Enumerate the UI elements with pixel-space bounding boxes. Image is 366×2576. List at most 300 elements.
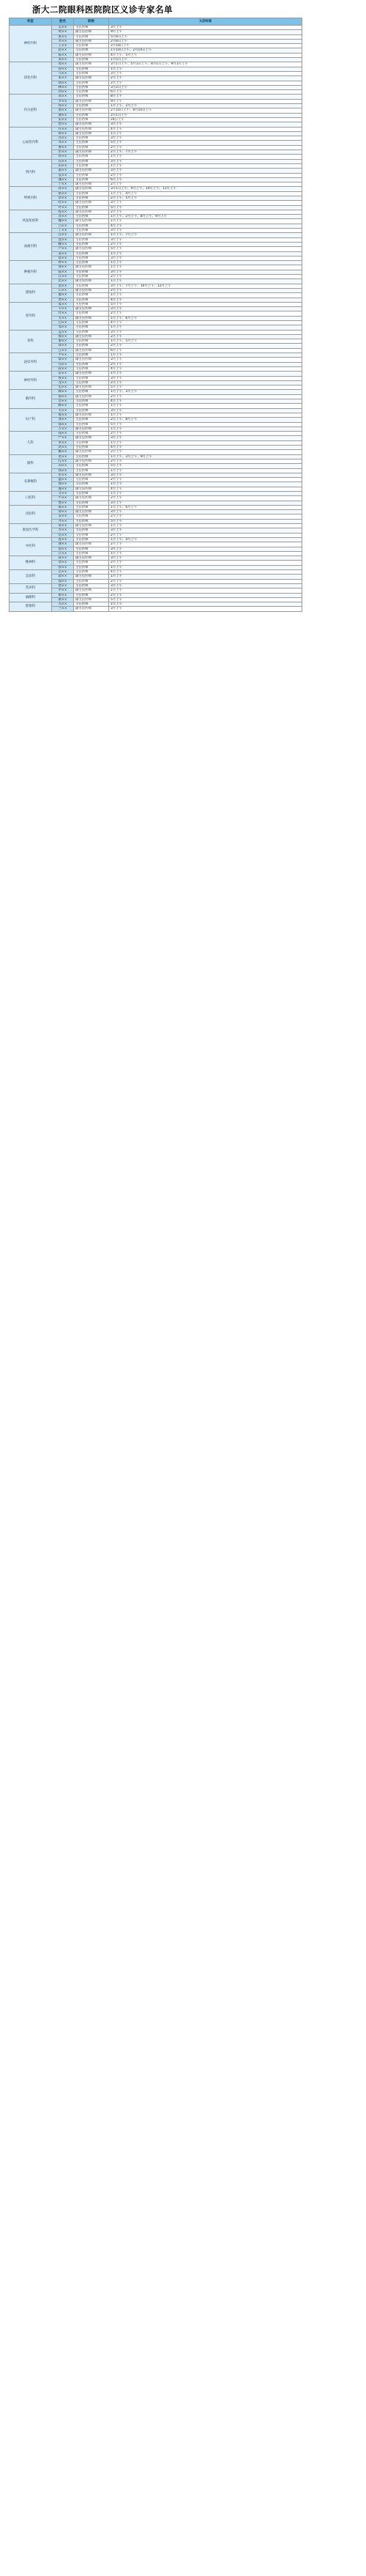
doctor-title-cell: 副主任医师 (74, 210, 109, 214)
schedule-cell: 2月18日上午 (109, 44, 302, 48)
doctor-title-cell: 主任医师 (74, 261, 109, 265)
schedule-cell: 2月上午 (109, 173, 302, 177)
schedule-cell: 3月上午 (109, 556, 302, 561)
doctor-title-cell: 主任医师 (74, 404, 109, 408)
doctor-name-cell: 詹×× (52, 583, 74, 588)
schedule-cell: 2月上午、5月上午 (109, 196, 302, 200)
department-cell: 康复医学科 (10, 524, 52, 538)
doctor-name-cell: 钱×× (52, 432, 74, 436)
department-cell: 肿瘤内科 (10, 261, 52, 284)
department-cell: 神经外科 (10, 372, 52, 390)
doctor-title-cell: 主任医师 (74, 159, 109, 163)
doctor-title-cell: 主任医师 (74, 242, 109, 246)
department-cell: 胸外科 (10, 390, 52, 408)
doctor-name-cell: 严×× (52, 436, 74, 440)
schedule-cell: 3月上午 (109, 270, 302, 274)
doctor-name-cell: 苏×× (52, 215, 74, 219)
doctor-name-cell: 唐×× (52, 122, 74, 127)
doctor-name-cell: 姜×× (52, 251, 74, 256)
doctor-name-cell: 文×× (52, 491, 74, 495)
doctor-name-cell: 许×× (52, 127, 74, 131)
doctor-name-cell: 陈×× (52, 53, 74, 57)
schedule-cell: 4月上午 (109, 570, 302, 575)
schedule-cell: 2月上午、8月上午 (109, 418, 302, 422)
doctor-name-cell: 黄×× (52, 30, 74, 34)
schedule-cell: 1月上午 (109, 565, 302, 569)
doctor-title-cell: 副主任医师 (74, 385, 109, 390)
doctor-title-cell: 副主任医师 (74, 372, 109, 376)
schedule-cell: 6月上午 (109, 90, 302, 95)
schedule-cell: 3月上午 (109, 26, 302, 30)
schedule-cell: 5月上午 (109, 247, 302, 251)
doctor-name-cell: 蒋×× (52, 187, 74, 191)
schedule-cell: 2月上午 (109, 394, 302, 399)
doctor-title-cell: 副主任医师 (74, 459, 109, 463)
schedule-cell: 2月上午、7月上午 (109, 150, 302, 155)
schedule-cell: 2月上午 (109, 459, 302, 463)
doctor-name-cell: 乔×× (52, 528, 74, 533)
schedule-cell: 4月上午 (109, 487, 302, 491)
department-cell: 营养科 (10, 583, 52, 593)
schedule-cell: 1月上午 (109, 372, 302, 376)
doctor-title-cell: 主任医师 (74, 205, 109, 210)
schedule-cell: 1月5日上午 (109, 58, 302, 62)
schedule-cell: 3月上午 (109, 501, 302, 505)
doctor-title-cell: 副主任医师 (74, 496, 109, 501)
schedule-cell: 1月上午 (109, 293, 302, 298)
doctor-name-cell: 段×× (52, 366, 74, 371)
schedule-cell: 3月上午 (109, 473, 302, 477)
doctor-name-cell: 雷×× (52, 372, 74, 376)
doctor-name-cell: 施×× (52, 487, 74, 491)
schedule-cell: 1月上午、7月上午 (109, 233, 302, 237)
schedule-cell: 5月上午 (109, 205, 302, 210)
doctor-name-cell: 崔×× (52, 256, 74, 260)
schedule-cell: 3月上午 (109, 510, 302, 514)
schedule-cell: 1月上午 (109, 325, 302, 330)
department-cell: 急诊科 (10, 570, 52, 584)
schedule-cell: 3月上午 (109, 71, 302, 75)
schedule-cell: 1月上午、6月上午 (109, 316, 302, 320)
schedule-cell: 2月上午 (109, 496, 302, 501)
doctor-name-cell: 吴×× (52, 26, 74, 30)
schedule-cell: 1月上午 (109, 524, 302, 528)
doctor-title-cell: 主任医师 (74, 155, 109, 159)
schedule-cell: 3月上午 (109, 436, 302, 440)
schedule-cell: 1月上午 (109, 588, 302, 593)
schedule-cell: 1月上午、4月上午 (109, 191, 302, 196)
doctor-title-cell: 主任医师 (74, 321, 109, 325)
doctor-title-cell: 主任医师 (74, 408, 109, 413)
doctor-name-cell: 孔×× (52, 459, 74, 463)
doctor-name-cell: 冯×× (52, 136, 74, 141)
doctor-title-cell: 主任医师 (74, 117, 109, 122)
doctor-name-cell: 顾×× (52, 404, 74, 408)
doctor-name-cell: 侯×× (52, 376, 74, 380)
doctor-title-cell: 主任医师 (74, 275, 109, 279)
doctor-name-cell: 陆×× (52, 270, 74, 274)
doctor-name-cell: 付×× (52, 311, 74, 316)
schedule-cell: 3月上午 (109, 229, 302, 233)
doctor-title-cell: 主任医师 (74, 302, 109, 306)
doctor-name-cell: 魏×× (52, 219, 74, 224)
doctor-title-cell: 副主任医师 (74, 524, 109, 528)
doctor-title-cell: 主任医师 (74, 353, 109, 358)
doctor-name-cell: 董×× (52, 169, 74, 173)
doctor-name-cell: 温×× (52, 478, 74, 482)
department-cell: 普外科 (10, 302, 52, 330)
schedule-cell: 3月上午 (109, 307, 302, 311)
doctor-title-cell: 主任医师 (74, 48, 109, 53)
doctor-title-cell: 副主任医师 (74, 39, 109, 43)
schedule-cell: 2月上午 (109, 514, 302, 519)
doctor-name-cell: 汪×× (52, 275, 74, 279)
schedule-cell: 9月上午 (109, 99, 302, 103)
schedule-cell: 3月1日上午、9月上午、10月上午、11月上午 (109, 187, 302, 191)
doctor-name-cell: 吕×× (52, 224, 74, 228)
doctor-title-cell: 主任医师 (74, 528, 109, 533)
schedule-cell: 6月上午 (109, 177, 302, 182)
schedule-cell: 1月上午 (109, 261, 302, 265)
doctor-name-cell: 邓×× (52, 141, 74, 145)
schedule-cell: 3月上午、7月上午、10月上午、12月上午 (109, 284, 302, 288)
doctor-title-cell: 副主任医师 (74, 76, 109, 81)
doctor-name-cell: 岳×× (52, 570, 74, 575)
doctor-title-cell: 主任医师 (74, 537, 109, 542)
schedule-cell: 5月上午 (109, 302, 302, 306)
doctor-name-cell: 关×× (52, 602, 74, 607)
doctor-title-cell: 主任医师 (74, 551, 109, 556)
department-cell: 感染科 (10, 284, 52, 302)
doctor-name-cell: 金×× (52, 284, 74, 288)
doctor-name-cell: 沈×× (52, 237, 74, 242)
expert-schedule-table-wrapper (9, 18, 302, 612)
doctor-title-cell: 主任医师 (74, 519, 109, 523)
doctor-name-cell: 尹×× (52, 353, 74, 358)
doctor-name-cell: 方×× (52, 316, 74, 320)
doctor-name-cell: 朱×× (52, 76, 74, 81)
doctor-name-cell: 陶×× (52, 390, 74, 394)
doctor-name-cell: 闫×× (52, 362, 74, 366)
doctor-title-cell: 主任医师 (74, 44, 109, 48)
schedule-cell: 5月上午 (109, 464, 302, 468)
doctor-name-cell: 郝×× (52, 413, 74, 417)
doctor-title-cell: 主任医师 (74, 565, 109, 569)
doctor-name-cell: 邱×× (52, 344, 74, 348)
doctor-name-cell: 章×× (52, 561, 74, 565)
schedule-cell: 2月上午 (109, 478, 302, 482)
department-cell: 骨科 (10, 330, 52, 353)
schedule-cell: 2月上午 (109, 593, 302, 597)
doctor-name-cell: 胡×× (52, 81, 74, 85)
doctor-name-cell: 梁×× (52, 108, 74, 113)
doctor-name-cell: 龚×× (52, 418, 74, 422)
schedule-cell: 2月上午 (109, 145, 302, 150)
schedule-cell: 2月1日上午 (109, 113, 302, 117)
doctor-name-cell: 殷×× (52, 579, 74, 583)
doctor-title-cell: 主任医师 (74, 325, 109, 330)
doctor-title-cell: 主任医师 (74, 380, 109, 385)
doctor-title-cell: 副主任医师 (74, 575, 109, 579)
doctor-title-cell: 主任医师 (74, 362, 109, 366)
doctor-title-cell: 副主任医师 (74, 394, 109, 399)
doctor-title-cell: 主任医师 (74, 533, 109, 537)
schedule-cell: 3月上午 (109, 330, 302, 334)
schedule-cell: 2月上午 (109, 288, 302, 292)
doctor-name-cell: 白×× (52, 321, 74, 325)
doctor-title-cell: 副主任医师 (74, 510, 109, 514)
doctor-title-cell: 主任医师 (74, 390, 109, 394)
doctor-title-cell: 主任医师 (74, 561, 109, 565)
doctor-name-cell: 翟×× (52, 575, 74, 579)
doctor-name-cell: 伍×× (52, 533, 74, 537)
department-cell: 妇产科 (10, 408, 52, 431)
department-cell: 影像科 (10, 602, 52, 612)
schedule-cell: 2月上午 (109, 334, 302, 339)
schedule-cell: 1月上午 (109, 279, 302, 284)
schedule-cell: 4月上午 (109, 366, 302, 371)
doctor-name-cell: 聂×× (52, 556, 74, 561)
doctor-name-cell: 倪×× (52, 547, 74, 551)
doctor-title-cell: 副主任医师 (74, 473, 109, 477)
doctor-title-cell: 副主任医师 (74, 607, 109, 611)
schedule-cell: 4月上午 (109, 446, 302, 450)
doctor-name-cell: 毛×× (52, 408, 74, 413)
doctor-title-cell: 主任医师 (74, 330, 109, 334)
schedule-cell: 1月上午 (109, 163, 302, 168)
schedule-cell: 2月上午 (109, 561, 302, 565)
schedule-cell: 4月上午 (109, 399, 302, 404)
doctor-title-cell: 主任医师 (74, 514, 109, 519)
doctor-name-cell: 樊×× (52, 501, 74, 505)
doctor-name-cell: 韩×× (52, 131, 74, 136)
doctor-name-cell: 薛×× (52, 358, 74, 362)
table-body (10, 26, 302, 612)
doctor-title-cell: 主任医师 (74, 344, 109, 348)
schedule-cell: 1月上午 (109, 219, 302, 224)
header-department: 科室 (10, 18, 52, 26)
doctor-title-cell: 主任医师 (74, 58, 109, 62)
schedule-cell: 1月上午 (109, 413, 302, 417)
doctor-name-cell: 黎×× (52, 394, 74, 399)
doctor-title-cell: 主任医师 (74, 163, 109, 168)
page-title: 浙大二院眼科医院院区义诊专家名单 (32, 4, 173, 15)
schedule-cell: 3月上午 (109, 376, 302, 380)
schedule-cell: 1月10日上午、2月14日上午 (109, 48, 302, 53)
doctor-name-cell: 邹×× (52, 325, 74, 330)
doctor-name-cell: 安×× (52, 514, 74, 519)
doctor-name-cell: 齐×× (52, 519, 74, 523)
doctor-title-cell: 主任医师 (74, 270, 109, 274)
doctor-title-cell: 主任医师 (74, 104, 109, 108)
doctor-title-cell: 主任医师 (74, 422, 109, 427)
doctor-title-cell: 主任医师 (74, 95, 109, 99)
schedule-cell: 1月上午 (109, 67, 302, 71)
schedule-cell: 3月上午 (109, 607, 302, 611)
doctor-title-cell: 副主任医师 (74, 556, 109, 561)
doctor-name-cell: 程×× (52, 210, 74, 214)
doctor-title-cell: 副主任医师 (74, 187, 109, 191)
doctor-name-cell: 万×× (52, 427, 74, 431)
doctor-title-cell: 主任医师 (74, 113, 109, 117)
table-row (10, 607, 302, 611)
department-cell: 消化内科 (10, 62, 52, 95)
schedule-cell: 2月上午 (109, 182, 302, 187)
doctor-name-cell: 江×× (52, 348, 74, 353)
doctor-title-cell: 主任医师 (74, 145, 109, 150)
doctor-name-cell: 廖×× (52, 293, 74, 298)
doctor-name-cell: 曹×× (52, 145, 74, 150)
doctor-name-cell: 叶×× (52, 205, 74, 210)
doctor-title-cell: 主任医师 (74, 399, 109, 404)
doctor-name-cell: 钟×× (52, 261, 74, 265)
doctor-name-cell: 刘×× (52, 58, 74, 62)
doctor-title-cell: 副主任医师 (74, 316, 109, 320)
doctor-title-cell: 主任医师 (74, 215, 109, 219)
doctor-title-cell: 主任医师 (74, 339, 109, 344)
schedule-cell: 2月上午 (109, 311, 302, 316)
doctor-name-cell: 庞×× (52, 537, 74, 542)
doctor-title-cell: 副主任医师 (74, 348, 109, 353)
doctor-title-cell: 副主任医师 (74, 122, 109, 127)
doctor-name-cell: 任×× (52, 233, 74, 237)
doctor-title-cell: 主任医师 (74, 482, 109, 487)
doctor-name-cell: 林×× (52, 85, 74, 89)
doctor-name-cell: 周×× (52, 62, 74, 67)
doctor-title-cell: 主任医师 (74, 547, 109, 551)
doctor-name-cell: 易×× (52, 524, 74, 528)
schedule-cell: 1月上午、2月上午、8月上午、9月上午 (109, 215, 302, 219)
schedule-cell: 1月上午 (109, 551, 302, 556)
schedule-cell: 5月上午 (109, 422, 302, 427)
doctor-name-cell: 贾×× (52, 298, 74, 302)
schedule-cell: 2月上午 (109, 210, 302, 214)
doctor-name-cell: 蔡×× (52, 191, 74, 196)
doctor-name-cell: 武×× (52, 446, 74, 450)
schedule-cell: 1月上午 (109, 155, 302, 159)
schedule-cell: 2月上午 (109, 242, 302, 246)
schedule-cell: 2月10日上午、8月10日上午 (109, 108, 302, 113)
schedule-cell: 5月上午 (109, 519, 302, 523)
header-schedule: 义诊时间 (109, 18, 302, 26)
doctor-title-cell: 副主任医师 (74, 99, 109, 103)
doctor-name-cell: 戴×× (52, 450, 74, 454)
doctor-name-cell: 郑×× (52, 104, 74, 108)
department-cell: 风湿免疫科 (10, 210, 52, 232)
schedule-cell: 3月上午 (109, 256, 302, 260)
doctor-title-cell: 主任医师 (74, 593, 109, 597)
doctor-title-cell: 主任医师 (74, 376, 109, 380)
doctor-name-cell: 向×× (52, 464, 74, 468)
doctor-title-cell: 副主任医师 (74, 279, 109, 284)
schedule-cell: 1月上午、3月上午 (109, 390, 302, 394)
schedule-cell: 2月上午 (109, 275, 302, 279)
doctor-name-cell: 秦×× (52, 339, 74, 344)
department-cell: 眼科 (10, 454, 52, 473)
doctor-title-cell: 副主任医师 (74, 487, 109, 491)
schedule-cell: 3月上午 (109, 136, 302, 141)
doctor-title-cell: 副主任医师 (74, 597, 109, 602)
doctor-name-cell: 张×× (52, 34, 74, 39)
doctor-title-cell: 副主任医师 (74, 127, 109, 131)
doctor-title-cell: 主任医师 (74, 501, 109, 505)
doctor-name-cell: 王×× (52, 44, 74, 48)
schedule-cell: 3月2日上午 (109, 85, 302, 89)
doctor-name-cell: 夏×× (52, 302, 74, 306)
doctor-title-cell: 主任医师 (74, 284, 109, 288)
schedule-cell: 2月上午 (109, 344, 302, 348)
doctor-title-cell: 主任医师 (74, 67, 109, 71)
doctor-title-cell: 主任医师 (74, 491, 109, 495)
doctor-name-cell: 龙×× (52, 380, 74, 385)
header-row (10, 18, 302, 26)
department-cell: 呼吸内科 (10, 187, 52, 210)
department-cell: 泌尿外科 (10, 353, 52, 372)
doctor-name-cell: 汤×× (52, 468, 74, 473)
doctor-title-cell: 主任医师 (74, 34, 109, 39)
schedule-cell: 2月上午 (109, 533, 302, 537)
doctor-name-cell: 何×× (52, 90, 74, 95)
schedule-cell: 1月上午 (109, 404, 302, 408)
doctor-name-cell: 卢×× (52, 247, 74, 251)
schedule-cell: 1月上午、5月上午 (109, 339, 302, 344)
doctor-title-cell: 副主任医师 (74, 436, 109, 440)
doctor-title-cell: 副主任医师 (74, 542, 109, 547)
doctor-title-cell: 副主任医师 (74, 182, 109, 187)
schedule-cell: 3月上午 (109, 159, 302, 163)
doctor-name-cell: 于×× (52, 182, 74, 187)
doctor-name-cell: 袁×× (52, 173, 74, 177)
doctor-name-cell: 杜×× (52, 201, 74, 205)
department-cell: 神经内科 (10, 26, 52, 62)
schedule-cell: 3月上午 (109, 583, 302, 588)
doctor-name-cell: 马×× (52, 71, 74, 75)
doctor-name-cell: 孙×× (52, 67, 74, 71)
department-cell: 内分泌科 (10, 95, 52, 127)
table-header (10, 18, 302, 26)
doctor-name-cell: 肖×× (52, 159, 74, 163)
doctor-title-cell: 副主任医师 (74, 427, 109, 431)
doctor-name-cell: 熊×× (52, 334, 74, 339)
doctor-name-cell: 莫×× (52, 454, 74, 459)
schedule-cell: 1月上午 (109, 265, 302, 270)
doctor-name-cell: 欧×× (52, 593, 74, 597)
doctor-title-cell: 主任医师 (74, 579, 109, 583)
schedule-cell: 1月上午 (109, 251, 302, 256)
doctor-name-cell: 申×× (52, 588, 74, 593)
doctor-title-cell: 副主任医师 (74, 219, 109, 224)
schedule-cell: 2月上午 (109, 362, 302, 366)
department-cell: 耳鼻喉科 (10, 473, 52, 491)
schedule-cell: 4月上午 (109, 298, 302, 302)
doctor-title-cell: 副主任医师 (74, 150, 109, 155)
doctor-title-cell: 副主任医师 (74, 131, 109, 136)
doctor-name-cell: 牛×× (52, 496, 74, 501)
department-cell: 心血管内科 (10, 127, 52, 159)
doctor-title-cell: 主任医师 (74, 311, 109, 316)
doctor-title-cell: 主任医师 (74, 256, 109, 260)
doctor-name-cell: 彭×× (52, 150, 74, 155)
doctor-title-cell: 主任医师 (74, 298, 109, 302)
doctor-name-cell: 韦×× (52, 307, 74, 311)
doctor-name-cell: 兰×× (52, 607, 74, 611)
doctor-title-cell: 主任医师 (74, 505, 109, 509)
doctor-title-cell: 主任医师 (74, 85, 109, 89)
schedule-cell: 2月上午 (109, 579, 302, 583)
doctor-name-cell: 赵×× (52, 48, 74, 53)
schedule-cell: 1月上午、3月上午、9月上午 (109, 454, 302, 459)
doctor-title-cell: 副主任医师 (74, 307, 109, 311)
